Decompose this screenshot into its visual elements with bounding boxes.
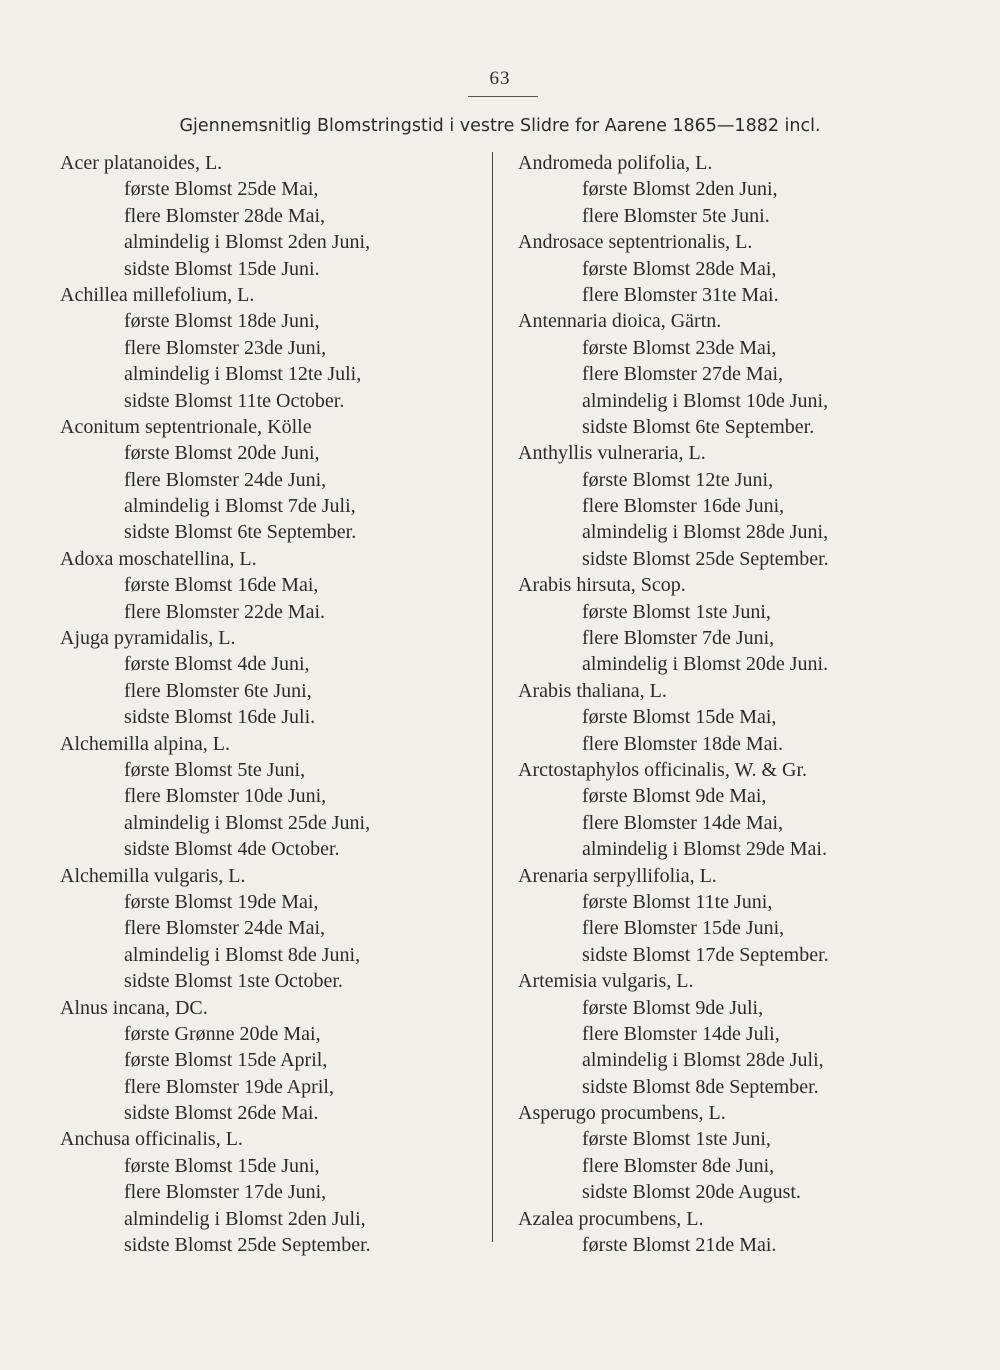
- species-name: Androsace septentrionalis, L.: [518, 231, 753, 254]
- bloom-observation: første Blomst 9de Mai,: [582, 785, 767, 808]
- bloom-observation: flere Blomster 31te Mai.: [582, 283, 779, 306]
- bloom-observation: første Blomst 19de Mai,: [124, 890, 319, 913]
- species-name: Adoxa moschatellina, L.: [60, 547, 257, 570]
- bloom-observation: flere Blomster 16de Juni,: [582, 495, 785, 518]
- species-entry: [518, 757, 948, 863]
- species-entry: [60, 546, 490, 625]
- bloom-observation: sidste Blomst 16de Juli.: [124, 706, 316, 729]
- bloom-observation: almindelig i Blomst 28de Juli,: [582, 1049, 824, 1072]
- bloom-observation: sidste Blomst 6te September.: [124, 521, 357, 544]
- species-name: Aconitum septentrionale, Kölle: [60, 415, 312, 438]
- species-entry: [60, 995, 490, 1127]
- bloom-observation: flere Blomster 17de Juni,: [124, 1181, 327, 1204]
- bloom-observation: almindelig i Blomst 10de Juni,: [582, 389, 829, 412]
- species-name: Arctostaphylos officinalis, W. & Gr.: [518, 758, 808, 781]
- species-name: Azalea procumbens, L.: [518, 1207, 704, 1230]
- bloom-observation: sidste Blomst 4de October.: [124, 838, 340, 861]
- species-entry: [60, 731, 490, 863]
- bloom-observation: almindelig i Blomst 28de Juni,: [582, 521, 829, 544]
- species-name: Artemisia vulgaris, L.: [518, 970, 694, 993]
- bloom-observation: sidste Blomst 6te September.: [582, 415, 815, 438]
- species-entry: [518, 968, 948, 1100]
- bloom-observation: flere Blomster 27de Mai,: [582, 363, 784, 386]
- bloom-observation: sidste Blomst 15de Juni.: [124, 257, 320, 280]
- bloom-observation: første Blomst 9de Juli,: [582, 996, 764, 1019]
- species-entry: [518, 1206, 948, 1259]
- bloom-observation: almindelig i Blomst 25de Juni,: [124, 811, 371, 834]
- bloom-observation: sidste Blomst 1ste October.: [124, 970, 343, 993]
- species-name: Alnus incana, DC.: [60, 996, 208, 1019]
- bloom-observation: almindelig i Blomst 8de Juni,: [124, 943, 361, 966]
- species-entry: [60, 150, 490, 282]
- bloom-observation: første Blomst 25de Mai,: [124, 178, 319, 201]
- species-entry: [60, 1126, 490, 1258]
- bloom-observation: flere Blomster 7de Juni,: [582, 627, 775, 650]
- bloom-observation: almindelig i Blomst 20de Juni.: [582, 653, 829, 676]
- species-name: Ajuga pyramidalis, L.: [60, 627, 236, 650]
- bloom-observation: første Blomst 12te Juni,: [582, 468, 774, 491]
- bloom-observation: sidste Blomst 17de September.: [582, 943, 829, 966]
- bloom-observation: almindelig i Blomst 2den Juni,: [124, 231, 371, 254]
- bloom-observation: flere Blomster 24de Juni,: [124, 468, 327, 491]
- species-name: Arenaria serpyllifolia, L.: [518, 864, 717, 887]
- bloom-observation: flere Blomster 28de Mai,: [124, 204, 326, 227]
- species-name: Arabis thaliana, L.: [518, 679, 667, 702]
- species-entry: [518, 440, 948, 572]
- bloom-observation: første Blomst 4de Juni,: [124, 653, 310, 676]
- bloom-observation: almindelig i Blomst 7de Juli,: [124, 495, 356, 518]
- bloom-observation: første Blomst 20de Juni,: [124, 442, 320, 465]
- species-name: Alchemilla alpina, L.: [60, 732, 230, 755]
- bloom-observation: første Blomst 1ste Juni,: [582, 600, 771, 623]
- bloom-observation: sidste Blomst 11te October.: [124, 389, 345, 412]
- species-entry: [518, 229, 948, 308]
- bloom-observation: sidste Blomst 25de September.: [124, 1234, 371, 1257]
- bloom-observation: almindelig i Blomst 29de Mai.: [582, 838, 827, 861]
- species-entry: [60, 282, 490, 414]
- species-name: Andromeda polifolia, L.: [518, 152, 713, 174]
- page-number: 63: [489, 68, 511, 89]
- species-entry: [518, 1100, 948, 1206]
- bloom-observation: første Blomst 15de Juni,: [124, 1154, 320, 1177]
- species-name: Acer platanoides, L.: [60, 152, 223, 174]
- species-entry: [518, 572, 948, 678]
- bloom-observation: flere Blomster 23de Juni,: [124, 336, 327, 359]
- species-entry: [518, 678, 948, 757]
- species-entry: [518, 863, 948, 969]
- bloom-observation: flere Blomster 24de Mai,: [124, 917, 326, 940]
- bloom-observation: første Blomst 1ste Juni,: [582, 1128, 771, 1151]
- species-entry: [60, 414, 490, 546]
- bloom-observation: første Blomst 18de Juni,: [124, 310, 320, 333]
- bloom-observation: flere Blomster 14de Juli,: [582, 1022, 780, 1045]
- species-name: Arabis hirsuta, Scop.: [518, 574, 686, 597]
- bloom-observation: flere Blomster 10de Juni,: [124, 785, 327, 808]
- bloom-observation: første Blomst 11te Juni,: [582, 890, 773, 913]
- bloom-observation: flere Blomster 6te Juni,: [124, 679, 312, 702]
- bloom-observation: første Blomst 28de Mai,: [582, 257, 777, 280]
- bloom-observation: flere Blomster 5te Juni.: [582, 204, 770, 227]
- bloom-observation: almindelig i Blomst 12te Juli,: [124, 363, 362, 386]
- left-column: [60, 150, 490, 1258]
- bloom-observation: sidste Blomst 26de Mai.: [124, 1102, 319, 1125]
- species-name: Asperugo procumbens, L.: [518, 1102, 726, 1125]
- bloom-observation: sidste Blomst 25de September.: [582, 547, 829, 570]
- species-name: Antennaria dioica, Gärtn.: [518, 310, 722, 333]
- bloom-observation: flere Blomster 22de Mai.: [124, 600, 326, 623]
- bloom-observation: sidste Blomst 8de September.: [582, 1075, 819, 1098]
- bloom-observation: første Blomst 2den Juni,: [582, 178, 778, 201]
- bloom-observation: første Blomst 23de Mai,: [582, 336, 777, 359]
- bloom-observation: flere Blomster 18de Mai.: [582, 732, 784, 755]
- species-name: Anthyllis vulneraria, L.: [518, 442, 706, 465]
- species-entry: [518, 308, 948, 440]
- bloom-observation: flere Blomster 14de Mai,: [582, 811, 784, 834]
- species-entry: [518, 150, 948, 229]
- species-entry: [60, 863, 490, 995]
- bloom-observation: flere Blomster 15de Juni,: [582, 917, 785, 940]
- bloom-observation: første Blomst 21de Mai.: [582, 1234, 777, 1257]
- bloom-observation: flere Blomster 8de Juni,: [582, 1154, 775, 1177]
- bloom-observation: almindelig i Blomst 2den Juli,: [124, 1207, 366, 1230]
- species-name: Anchusa officinalis, L.: [60, 1128, 243, 1151]
- column-divider: [492, 152, 493, 1242]
- bloom-observation: første Grønne 20de Mai,: [124, 1022, 321, 1045]
- bloom-observation: første Blomst 15de Mai,: [582, 706, 777, 729]
- bloom-observation: første Blomst 15de April,: [124, 1049, 328, 1072]
- bloom-observation: flere Blomster 19de April,: [124, 1075, 334, 1098]
- species-name: Achillea millefolium, L.: [60, 283, 255, 306]
- species-entry: [60, 625, 490, 731]
- bloom-observation: første Blomst 16de Mai,: [124, 574, 319, 597]
- page-number-rule: [468, 96, 538, 97]
- right-column: [518, 150, 948, 1258]
- species-name: Alchemilla vulgaris, L.: [60, 864, 246, 887]
- page-heading: Gjennemsnitlig Blomstringstid i vestre Slidre for Aarene 1865—1882 incl.: [179, 116, 821, 136]
- bloom-observation: første Blomst 5te Juni,: [124, 758, 306, 781]
- bloom-observation: sidste Blomst 20de August.: [582, 1181, 801, 1204]
